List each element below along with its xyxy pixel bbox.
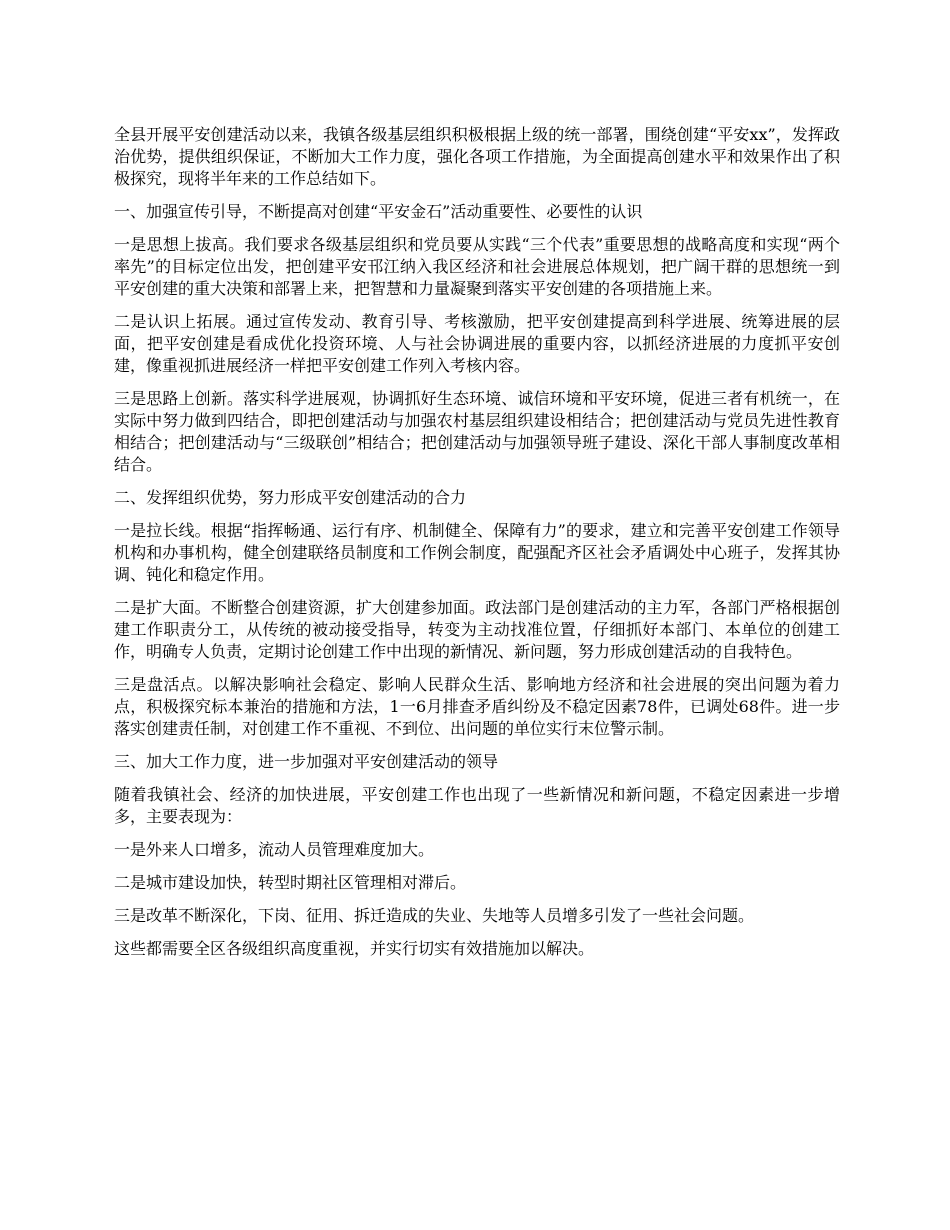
paragraph-3-3: 三是改革不断深化，下岗、征用、拆迁造成的失业、失地等人员增多引发了一些社会问题。 xyxy=(114,906,755,925)
paragraph-3-2: 二是城市建设加快，转型时期社区管理相对滞后。 xyxy=(114,873,467,892)
paragraph-1-1: 一是思想上拔高。我们要求各级基层组织和党员要从实践“三个代表”重要思想的战略高度和实现“两个率先”的目标定位出发，把创建平安邗江纳入我区经济和社会进展总体规划，把广阔干群的思想统一到平安创建的重大决策和部署上来，把智慧和力量凝聚到落实平安创建的各项措施上来。 xyxy=(114,235,840,298)
paragraph-1-3: 三是思路上创新。落实科学进展观，协调抓好生态环境、诚信环境和平安环境，促进三者有机统一，在实际中努力做到四结合，即把创建活动与加强农村基层组织建设相结合；把创建活动与党员先进性教育相结合；把创建活动与“三级联创”相结合；把创建活动与加强领导班子建设、深化干部人事制度改革相结合。 xyxy=(114,389,840,474)
paragraph-1-2: 二是认识上拓展。通过宣传发动、教育引导、考核激励，把平安创建提高到科学进展、统筹进展的层面，把平安创建是看成优化投资环境、人与社会协调进展的重要内容，以抓经济进展的力度抓平安创建，像重视抓进展经济一样把平安创建工作列入考核内容。 xyxy=(114,312,840,375)
closing-paragraph: 这些都需要全区各级组织高度重视，并实行切实有效措施加以解决。 xyxy=(114,939,595,958)
paragraph-3-intro: 随着我镇社会、经济的加快进展，平安创建工作也出现了一些新情况和新问题，不稳定因素进一步增多，主要表现为： xyxy=(114,785,840,826)
paragraph-2-1: 一是拉长线。根据“指挥畅通、运行有序、机制健全、保障有力”的要求，建立和完善平安创建工作领导机构和办事机构，健全创建联络员制度和工作例会制度，配强配齐区社会矛盾调处中心班子，发挥其协调、钝化和稳定作用。 xyxy=(114,521,840,584)
section-heading-1: 一、加强宣传引导，不断提高对创建“平安金石”活动重要性、必要性的认识 xyxy=(114,202,643,221)
paragraph-3-1: 一是外来人口增多，流动人员管理难度加大。 xyxy=(114,840,435,859)
intro-paragraph: 全县开展平安创建活动以来，我镇各级基层组织积极根据上级的统一部署，围绕创建“平安xx”，发挥政治优势，提供组织保证，不断加大工作力度，强化各项工作措施，为全面提高创建水平和效果作出了积极探究，现将半年来的工作总结如下。 xyxy=(114,125,840,188)
document-body xyxy=(114,124,840,971)
section-heading-2: 二、发挥组织优势，努力形成平安创建活动的合力 xyxy=(114,488,467,507)
paragraph-2-3: 三是盘活点。以解决影响社会稳定、影响人民群众生活、影响地方经济和社会进展的突出问题为着力点，积极探究标本兼治的措施和方法，1一6月排查矛盾纠纷及不稳定因素78件，已调处68件。进一步落实创建责任制，对创建工作不重视、不到位、出问题的单位实行末位警示制。 xyxy=(114,675,840,738)
paragraph-2-2: 二是扩大面。不断整合创建资源，扩大创建参加面。政法部门是创建活动的主力军，各部门严格根据创建工作职责分工，从传统的被动接受指导，转变为主动找准位置，仔细抓好本部门、本单位的创建工作，明确专人负责，定期讨论创建工作中出现的新情况、新问题，努力形成创建活动的自我特色。 xyxy=(114,598,840,661)
section-heading-3: 三、加大工作力度，进一步加强对平安创建活动的领导 xyxy=(114,752,499,771)
